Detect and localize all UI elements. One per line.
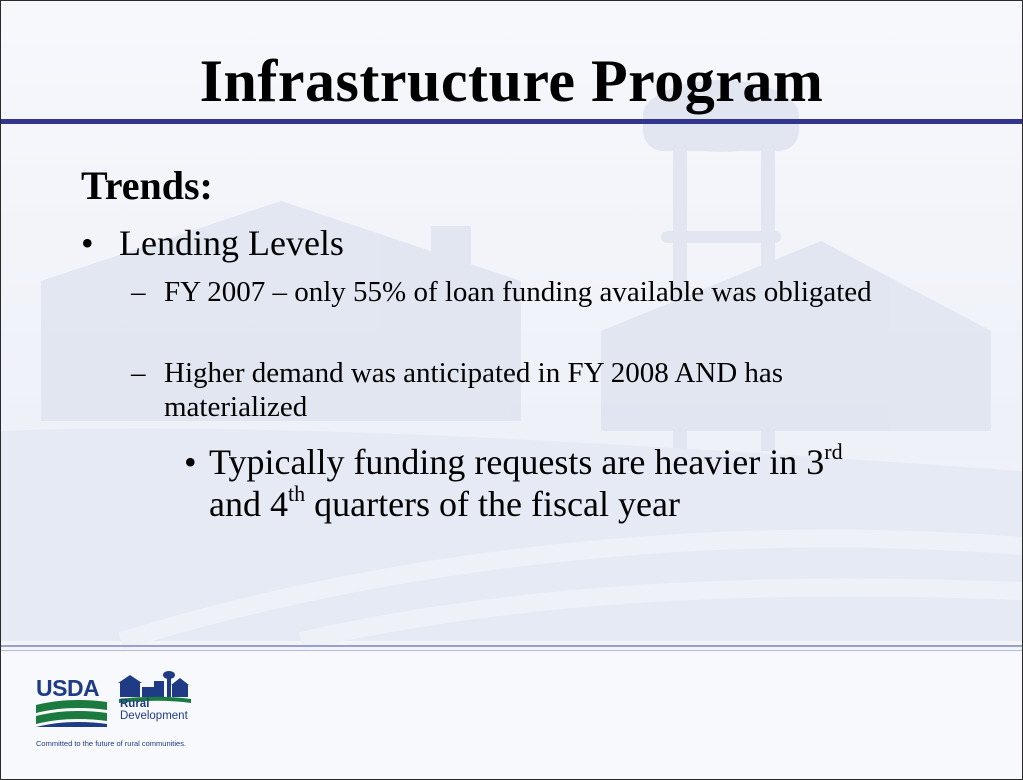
bullet-text: Lending Levels: [119, 223, 344, 263]
logo-development-text: Development: [120, 710, 188, 722]
section-heading: Trends:: [81, 163, 213, 208]
subsubbullet-text: Typically funding requests are heavier in 3rd and 4th quarters of the fiscal year: [209, 439, 843, 524]
logo-tagline: Committed to the future of rural communities.: [36, 739, 187, 748]
title-divider: [1, 119, 1022, 124]
dash-marker: –: [131, 276, 146, 308]
slide-title: Infrastructure Program: [199, 48, 824, 114]
subbullet-text: FY 2007 – only 55% of loan funding available was obligated: [164, 276, 872, 308]
dash-marker: –: [131, 357, 146, 389]
subbullet-text: Higher demand was anticipated in FY 2008 AND has materialized: [164, 357, 784, 423]
bullet-marker: •: [81, 223, 94, 263]
logo-usda-text: USDA: [36, 675, 100, 701]
logo-rural-text: Rural: [120, 698, 150, 710]
footer-divider: [1, 645, 1022, 647]
footer-divider-thin: [1, 650, 1022, 651]
bullet-marker: •: [184, 442, 197, 482]
